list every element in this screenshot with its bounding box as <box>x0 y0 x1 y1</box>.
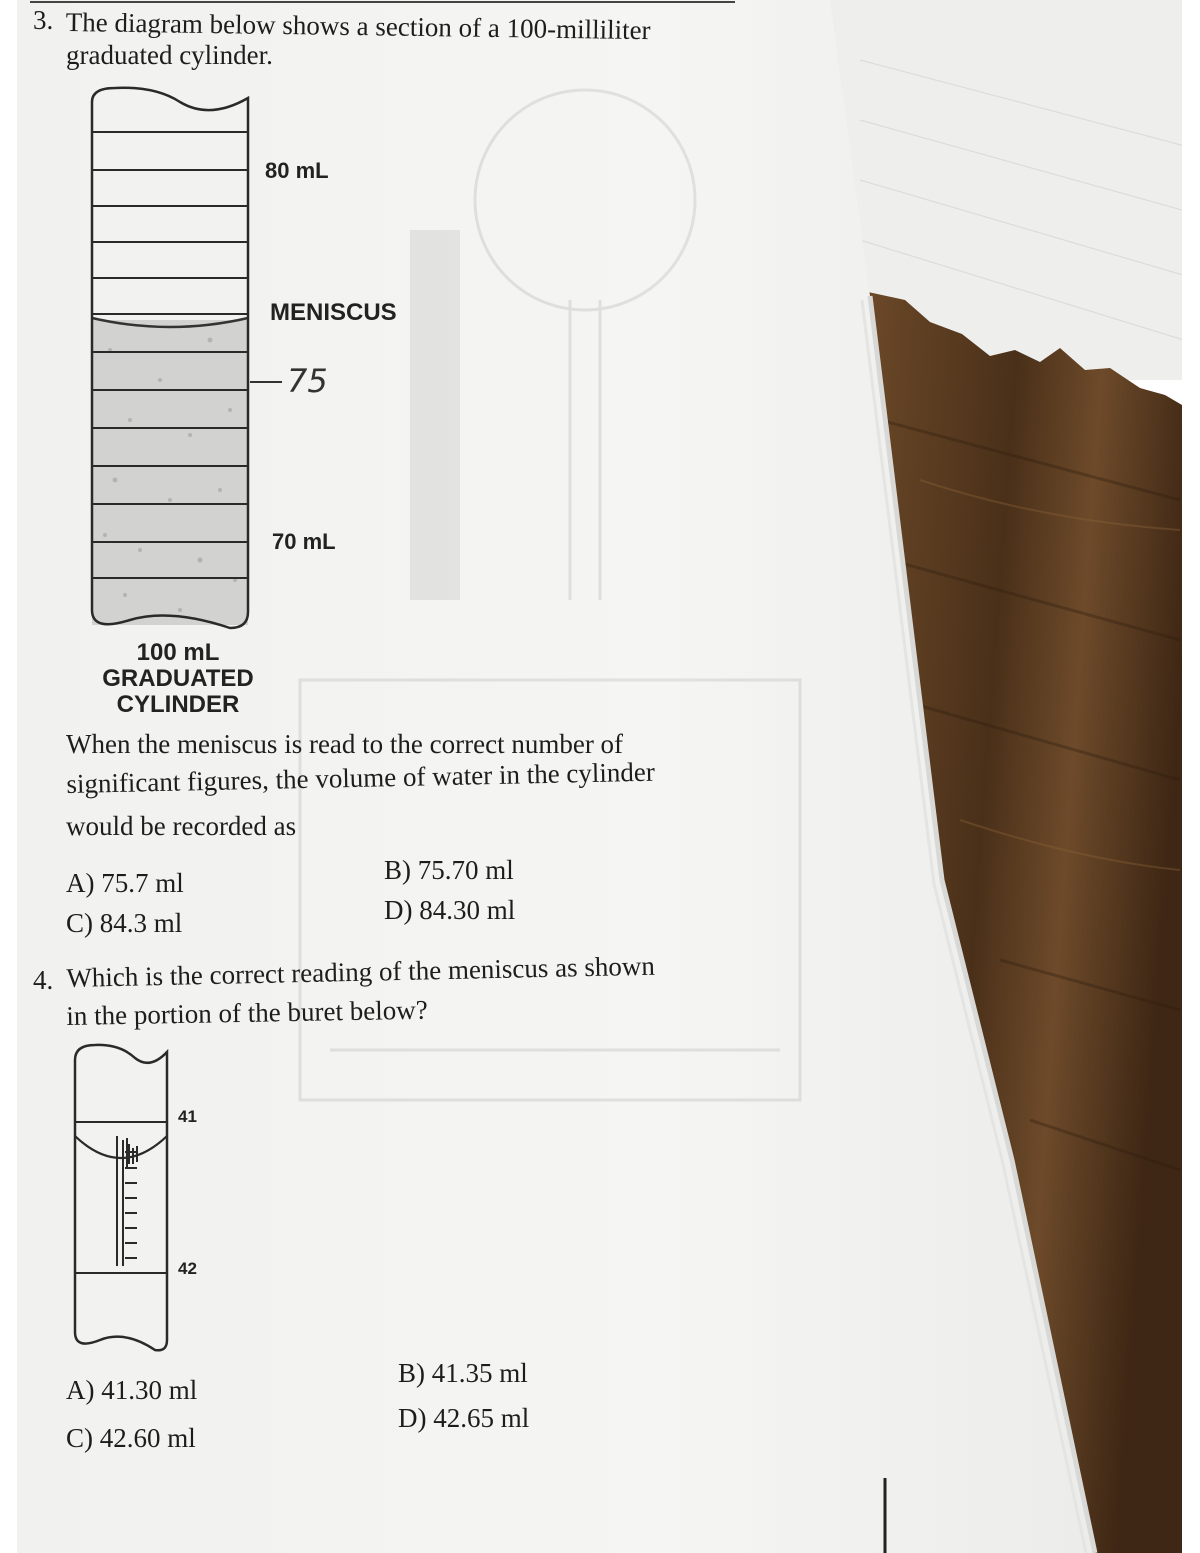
buret-meniscus <box>75 1136 167 1158</box>
buret-diagram <box>65 1040 215 1360</box>
label-41: 41 <box>178 1107 197 1126</box>
q4-option-d: D) 42.65 ml <box>398 1403 530 1433</box>
q3-option-b: B) 75.70 ml <box>384 855 514 885</box>
q3-prompt-line1: The diagram below shows a section of a 100-milliliter <box>65 6 651 46</box>
label-80-ml: 80 mL <box>265 158 329 183</box>
handwritten-reading: 75 <box>287 362 328 400</box>
q4-option-a: A) 41.30 ml <box>66 1375 198 1405</box>
q3-prompt-line2: graduated cylinder. <box>66 40 273 70</box>
cylinder-caption <box>88 640 268 718</box>
buret-outline <box>75 1045 167 1350</box>
q4-prompt-line2: in the portion of the buret below? <box>66 994 428 1031</box>
q3-number: 3. <box>33 5 54 35</box>
q3-option-c: C) 84.3 ml <box>66 908 183 938</box>
caption-line2: GRADUATED <box>102 665 254 692</box>
q3-body-line1: When the meniscus is read to the correct number of <box>66 729 624 759</box>
q3-body-line2: significant figures, the volume of water in the cylinder <box>66 756 656 799</box>
caption-line1: 100 mL <box>136 639 220 666</box>
buret-ticks <box>117 1136 137 1266</box>
caption-line3: CYLINDER <box>116 691 240 718</box>
q4-option-b: B) 41.35 ml <box>398 1358 528 1388</box>
q3-body-line3: would be recorded as <box>66 811 297 841</box>
label-70-ml: 70 mL <box>272 529 336 554</box>
q3-option-a: A) 75.7 ml <box>66 868 184 898</box>
label-42: 42 <box>178 1259 197 1278</box>
label-meniscus: MENISCUS <box>270 299 397 326</box>
q3-option-d: D) 84.30 ml <box>384 895 516 925</box>
liquid-fill <box>92 320 248 625</box>
q4-number: 4. <box>33 965 54 995</box>
q4-prompt-line1: Which is the correct reading of the meniscus as shown <box>66 950 656 993</box>
q4-option-c: C) 42.60 ml <box>66 1423 196 1453</box>
